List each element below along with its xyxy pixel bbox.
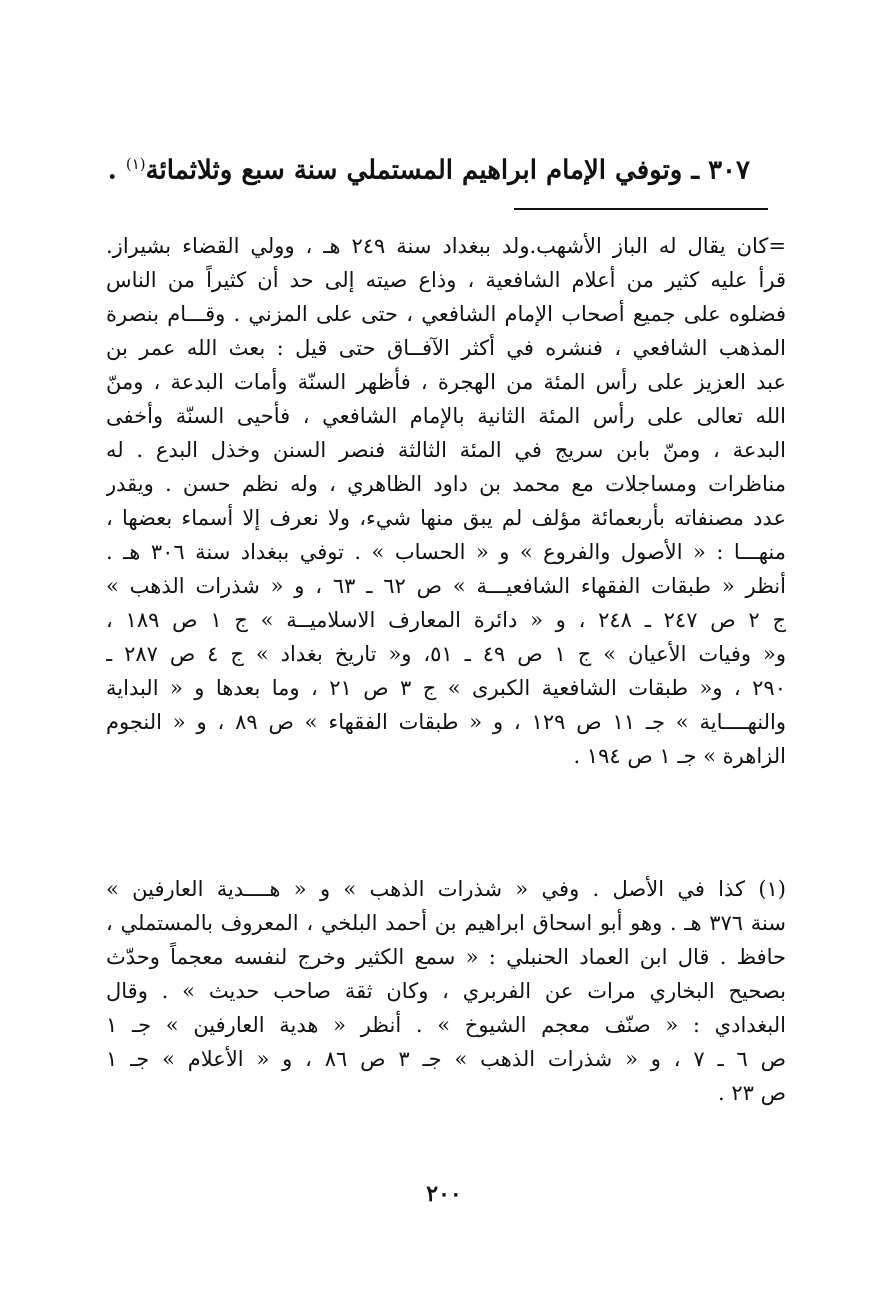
footnote-line: (١) كذا في الأصل . وفي « شذرات الذهب » و « هــــدية العارفين »: [106, 877, 786, 901]
footnote-text: [106, 872, 786, 1110]
footnote-line: ص ٦ ـ ٧ ، و « شذرات الذهب » جـ ٣ ص ٨٦ ، و « الأعلام » جـ ١: [106, 1047, 786, 1071]
entry-heading-end: .: [107, 155, 126, 186]
text-line: البدعة ، ومنّ بابن سريج في المئة الثالثة فنصر السنن وخذل البدع . له: [106, 438, 786, 462]
text-line: والنهــــاية » جـ ١١ ص ١٢٩ ، و « طبقات الفقهاء » ص ٨٩ ، و « النجوم: [106, 710, 786, 734]
footnote-line: بصحيح البخاري مرات عن الفربري ، وكان ثقة صاحب حديث » . وقال: [106, 979, 786, 1003]
separator-rule: [514, 208, 768, 210]
text-line: قرأ عليه كثير من أعلام الشافعية ، وذاع صيته إلى حد أن كثيراً من الناس: [106, 268, 786, 292]
text-line: مناظرات ومساجلات مع محمد بن داود الظاهري ، وله نظم حسن . ويقدر: [106, 472, 786, 496]
text-line: ٢٩٠ ، و« طبقات الشافعية الكبرى » ج ٣ ص ٢١ ، وما بعدها و « البداية: [106, 676, 786, 700]
footnote-marker: (١): [125, 155, 146, 173]
text-line: و« وفيات الأعيان » ج ١ ص ٤٩ ـ ٥١، و« تاريخ بغداد » ج ٤ ص ٢٨٧ ـ: [106, 642, 786, 666]
footnote-line: سنة ٣٧٦ هـ . وهو أبو اسحاق ابراهيم بن أحمد البلخي ، المعروف بالمستملي ،: [106, 911, 786, 935]
entry-heading: [107, 142, 750, 193]
entry-heading-text: ٣٠٧ ـ وتوفي الإمام ابراهيم المستملي سنة سبع وثلاثمائة: [145, 155, 750, 186]
text-line: =كان يقال له الباز الأشهب.ولد ببغداد سنة ٢٤٩ هـ ، وولي القضاء بشيراز.: [106, 234, 786, 258]
text-line: الزاهرة » جـ ١ ص ١٩٤ .: [573, 744, 786, 768]
text-line: عبد العزيز على رأس المئة من الهجرة ، فأظهر السنّة وأمات البدعة ، ومنّ: [106, 370, 786, 394]
text-line: أنظر « طبقات الفقهاء الشافعيـــة » ص ٦٢ ـ ٦٣ ، و « شذرات الذهب »: [106, 574, 786, 598]
text-line: ج ٢ ص ٢٤٧ ـ ٢٤٨ ، و « دائرة المعارف الاسلاميــة » ج ١ ص ١٨٩ ،: [106, 608, 786, 632]
text-line: فضلوه على جميع أصحاب الإمام الشافعي ، حتى على المزني . وقـــام بنصرة: [106, 302, 786, 326]
footnote-line: ص ٢٣ .: [718, 1081, 786, 1105]
text-line: عدد مصنفاته بأربعمائة مؤلف لم يبق منها شيء، ولا نعرف إلا أسماء بعضها ،: [106, 506, 786, 530]
page-number: ٢٠٠: [426, 1181, 462, 1207]
text-line: الله تعالى على رأس المئة الثانية بالإمام الشافعي ، فأحيى السنّة وأخفى: [106, 404, 786, 428]
text-line: المذهب الشافعي ، فنشره في أكثر الآفــاق حتى قيل : بعث الله عمر بن: [106, 336, 786, 360]
text-line: منهـــا : « الأصول والفروع » و « الحساب » . توفي ببغداد سنة ٣٠٦ هـ .: [106, 540, 786, 564]
footnote-line: حافظ . قال ابن العماد الحنبلي : « سمع الكثير وخرج لنفسه معجماً وحدّث: [106, 945, 786, 969]
main-note-text: [106, 229, 786, 773]
footnote-line: البغدادي : « صنّف معجم الشيوخ » . أنظر « هدية العارفين » جـ ١: [106, 1013, 786, 1037]
